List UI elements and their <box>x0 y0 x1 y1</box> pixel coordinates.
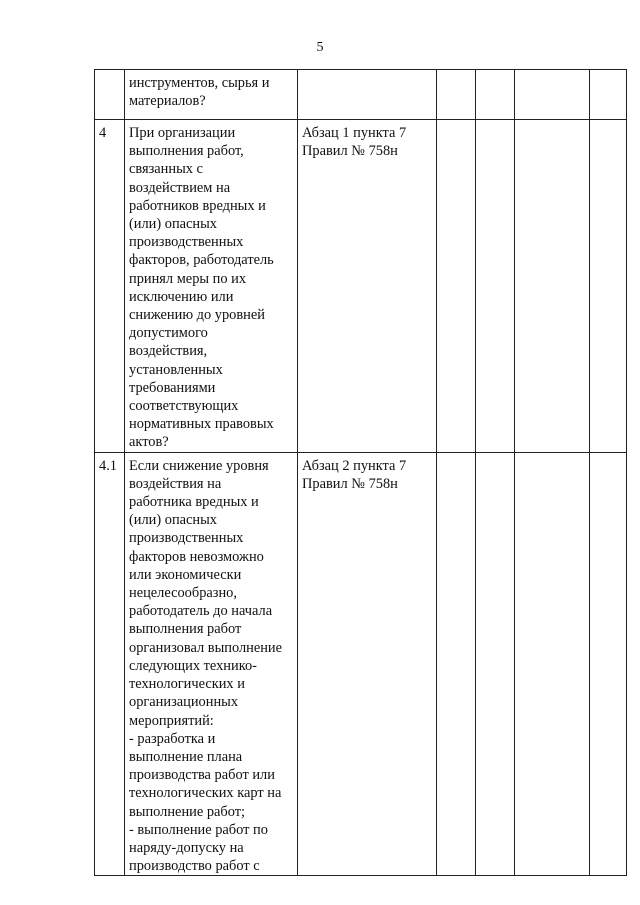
table-row <box>95 70 627 120</box>
table-row <box>95 120 627 453</box>
answer-no-cell <box>476 452 515 876</box>
answer-no-cell <box>476 70 515 120</box>
checklist-table <box>94 69 627 876</box>
note-cell <box>590 452 627 876</box>
answer-na-cell <box>515 452 590 876</box>
reference-cell: Абзац 2 пункта 7 Правил № 758н <box>298 452 437 876</box>
answer-yes-cell <box>437 452 476 876</box>
note-cell <box>590 70 627 120</box>
table-row <box>95 452 627 876</box>
reference-cell: Абзац 1 пункта 7 Правил № 758н <box>298 120 437 453</box>
answer-na-cell <box>515 70 590 120</box>
row-number-cell <box>95 70 125 120</box>
row-number-cell: 4.1 <box>95 452 125 876</box>
answer-na-cell <box>515 120 590 453</box>
question-cell: инструментов, сырья и материалов? <box>125 70 298 120</box>
reference-cell <box>298 70 437 120</box>
page-number: 5 <box>316 40 324 55</box>
row-number-cell: 4 <box>95 120 125 453</box>
question-cell: Если снижение уровня воздействия на работника вредных и (или) опасных производственных факторов невозможно или экономически нецелесообразно, работодатель до начала выполнения работ организовал выполнение следующих технико- технологических и организационных мероприятий: - разработка и выполнение плана производства работ или технологических карт на выполнение работ; - выполнение работ по наряду-допуску на производство работ с <box>125 452 298 876</box>
answer-yes-cell <box>437 120 476 453</box>
answer-no-cell <box>476 120 515 453</box>
answer-yes-cell <box>437 70 476 120</box>
question-cell: При организации выполнения работ, связанных с воздействием на работников вредных и (или) опасных производственных факторов, работодатель принял меры по их исключению или снижению до уровней допустимого воздействия, установленных требованиями соответствующих нормативных правовых актов? <box>125 120 298 453</box>
note-cell <box>590 120 627 453</box>
